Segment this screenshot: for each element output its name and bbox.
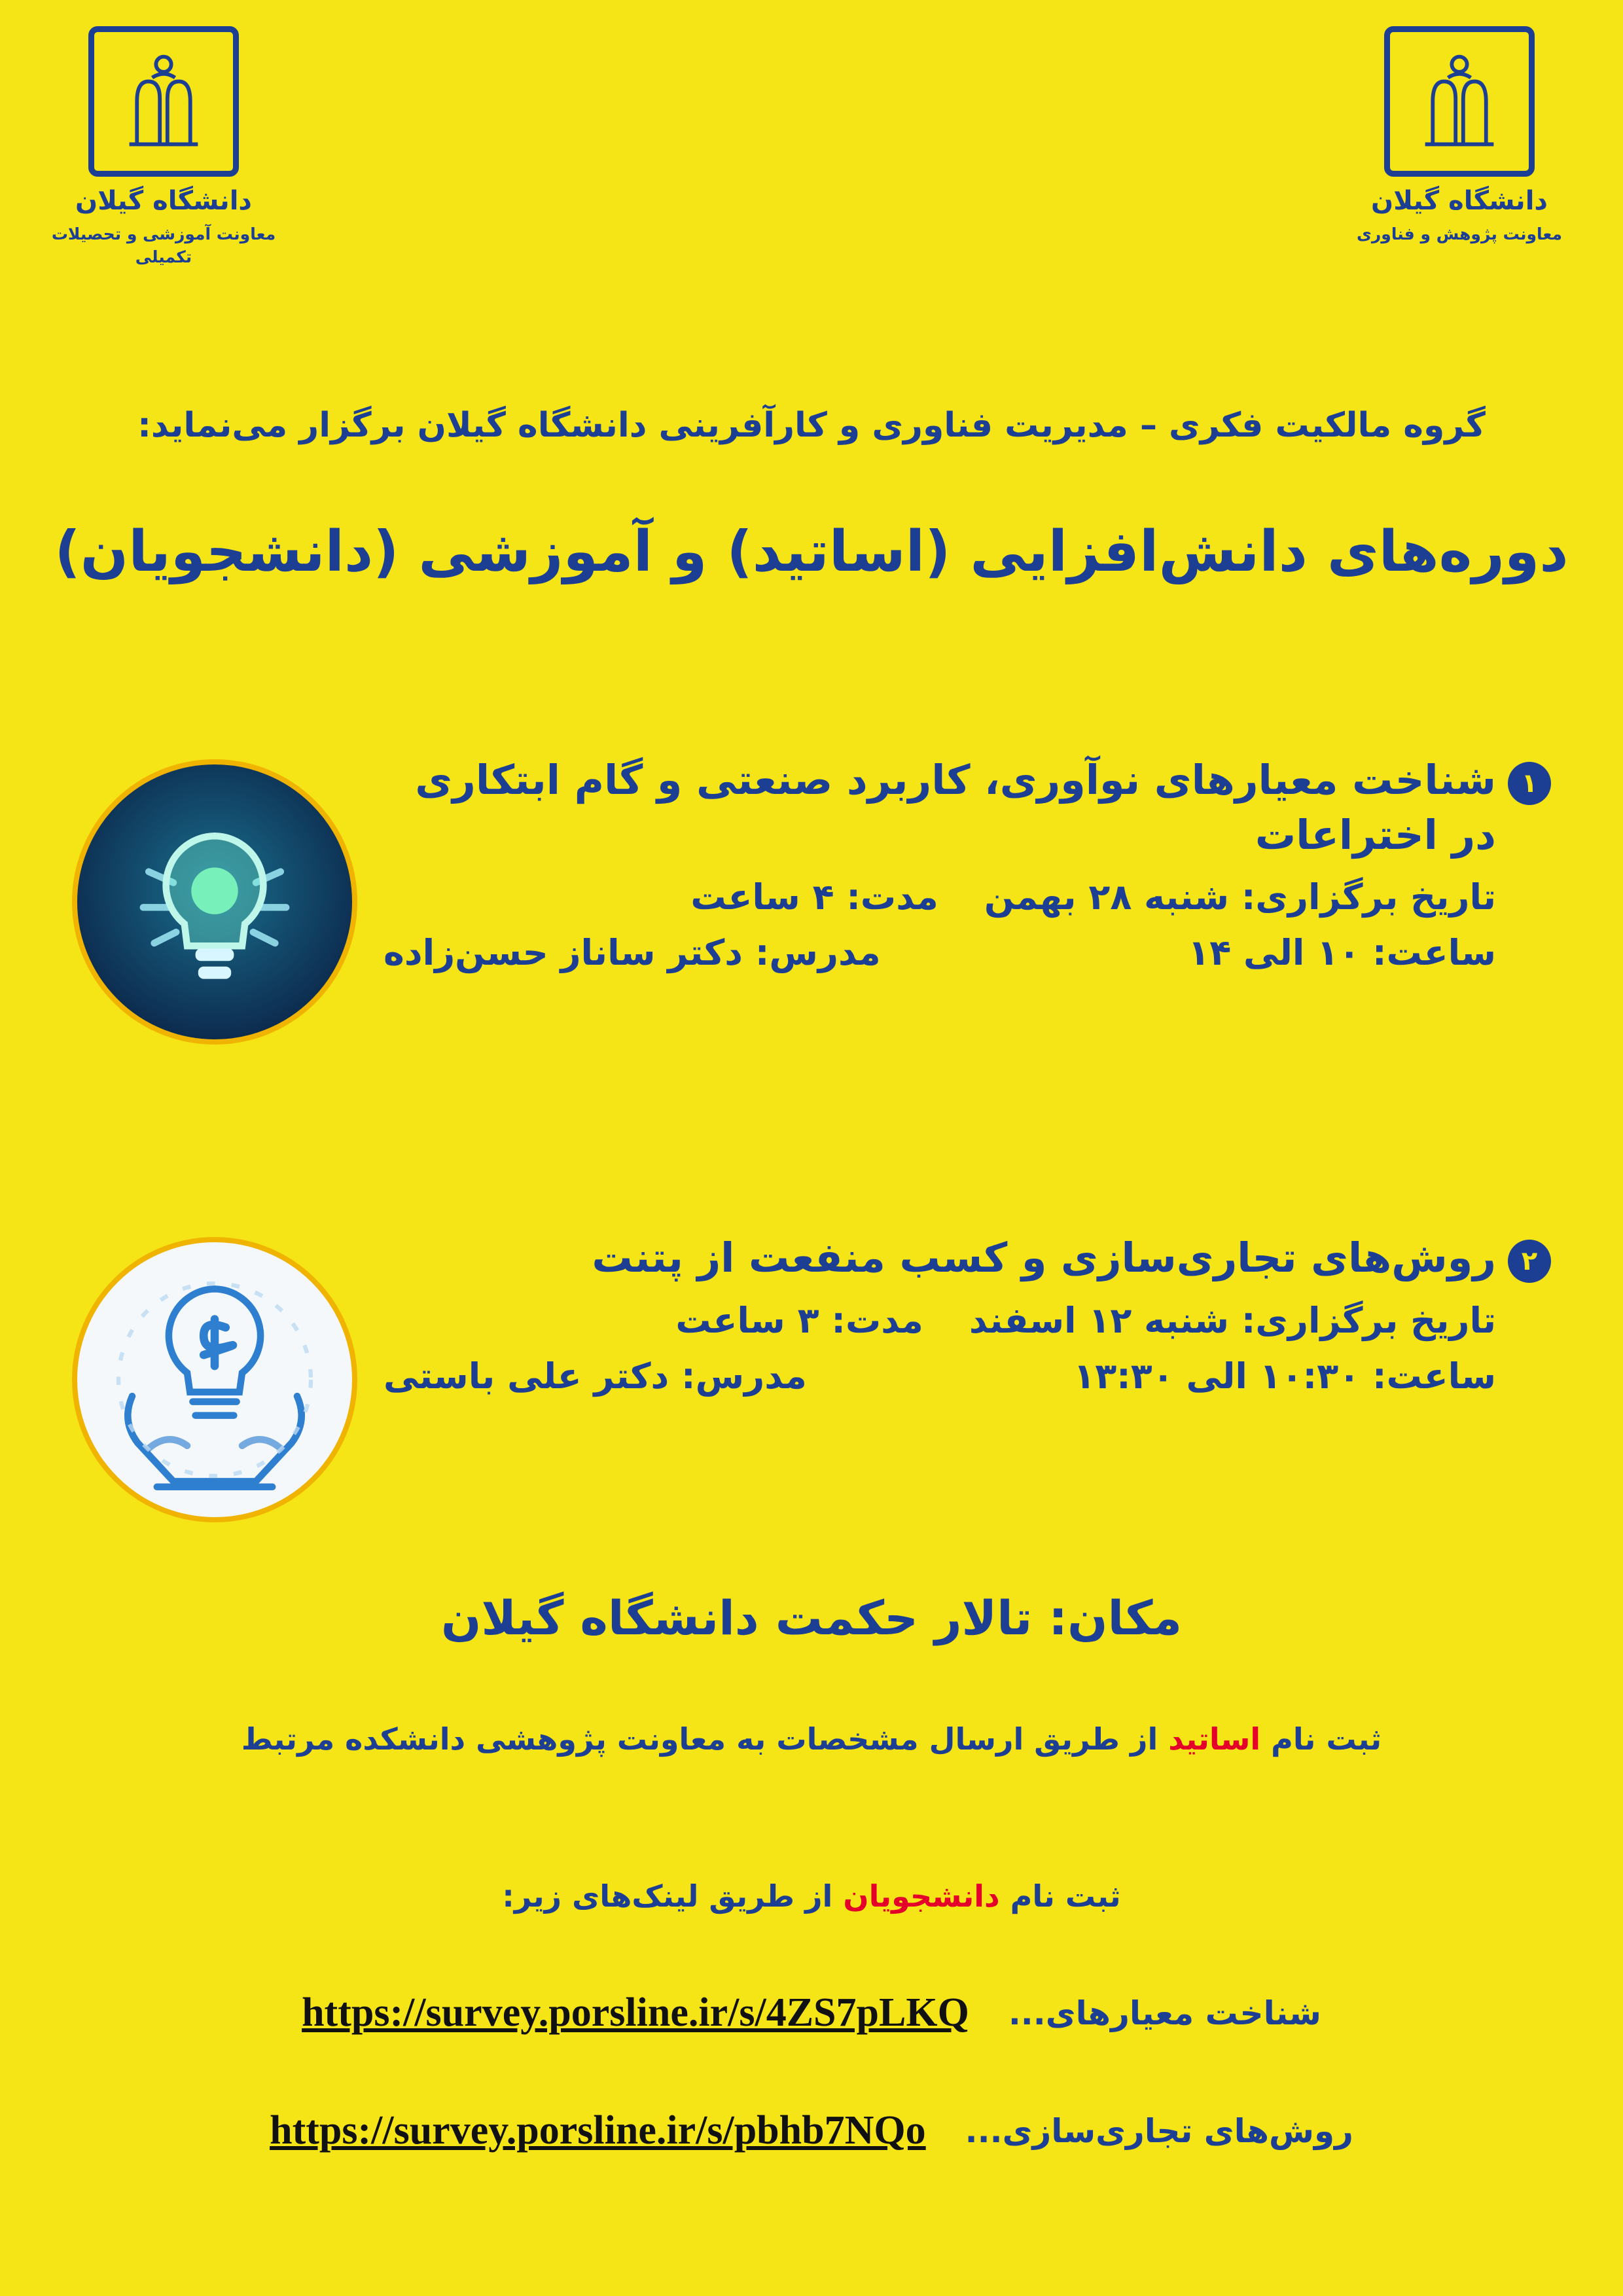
page-title: دوره‌های دانش‌افزایی (اساتید) و آموزشی (دانشجویان) xyxy=(54,519,1569,584)
reg-students-suffix: از طریق لینک‌های زیر: xyxy=(502,1878,844,1914)
survey-link-url[interactable]: https://survey.porsline.ir/s/4ZS7pLKQ xyxy=(302,1990,969,2035)
survey-link-url[interactable]: https://survey.porsline.ir/s/pbhb7NQo xyxy=(270,2108,926,2153)
course-duration: مدت: ۴ ساعت xyxy=(690,876,938,918)
course-time: ساعت: ۱۰:۳۰ الی ۱۳:۳۰ xyxy=(1073,1355,1496,1397)
course-time: ساعت: ۱۰ الی ۱۴ xyxy=(1188,932,1496,974)
reg-students-prefix: ثبت نام xyxy=(999,1878,1121,1914)
venue-line: مکان: تالار حکمت دانشگاه گیلان xyxy=(440,1590,1183,1645)
logo-university-name: دانشگاه گیلان xyxy=(1371,186,1548,216)
logo-university-name: دانشگاه گیلان xyxy=(75,186,252,216)
survey-link-row-1 xyxy=(0,1990,1623,2036)
course-date: تاریخ برگزاری: شنبه ۱۲ اسفند xyxy=(969,1299,1496,1341)
reg-students-highlight: دانشجویان xyxy=(843,1878,1000,1914)
reg-faculty-suffix: از طریق ارسال مشخصات به معاونت پژوهشی دانشکده مرتبط xyxy=(241,1721,1169,1757)
course-duration: مدت: ۳ ساعت xyxy=(675,1299,923,1341)
survey-link-label: شناخت معیارهای... xyxy=(1008,1994,1321,2032)
course-details xyxy=(357,1230,1496,1397)
course-title: روش‌های تجاری‌سازی و کسب منفعت از پتنت xyxy=(592,1234,1496,1282)
course-instructor: مدرس: دکتر ساناز حسن‌زاده xyxy=(383,932,881,974)
course-number-badge: ۱ xyxy=(1508,762,1551,805)
survey-link-label: روش‌های تجاری‌سازی... xyxy=(965,2111,1353,2150)
money-bulb-hands-icon xyxy=(72,1237,357,1522)
course-number-badge: ۲ xyxy=(1508,1240,1551,1283)
reg-faculty-highlight: اساتید xyxy=(1168,1721,1261,1757)
registration-note-students xyxy=(0,1878,1623,1914)
logo-education-deputy xyxy=(26,26,301,268)
reg-faculty-prefix: ثبت نام xyxy=(1260,1721,1382,1757)
organizer-line: گروه مالکیت فکری – مدیریت فناوری و کارآفرینی دانشگاه گیلان برگزار می‌نماید: xyxy=(137,406,1486,445)
course-details xyxy=(357,753,1496,973)
survey-link-row-2 xyxy=(0,2108,1623,2154)
university-crest-icon xyxy=(88,26,239,177)
course-instructor: مدرس: دکتر علی باستی xyxy=(383,1355,807,1397)
logo-research-deputy xyxy=(1322,26,1597,245)
lightbulb-icon xyxy=(72,759,357,1045)
course-item-1 xyxy=(0,753,1623,1045)
course-item-2 xyxy=(0,1230,1623,1522)
university-crest-icon xyxy=(1384,26,1535,177)
logo-deputy-name: معاونت پژوهش و فناوری xyxy=(1357,224,1562,243)
course-title: شناخت معیارهای نوآوری، کاربرد صنعتی و گام ابتکاری در اختراعات xyxy=(415,756,1496,859)
course-date: تاریخ برگزاری: شنبه ۲۸ بهمن xyxy=(984,876,1496,918)
registration-note-faculty xyxy=(0,1721,1623,1757)
logo-deputy-name: معاونت آموزشی و تحصیلات تکمیلی xyxy=(51,224,276,266)
